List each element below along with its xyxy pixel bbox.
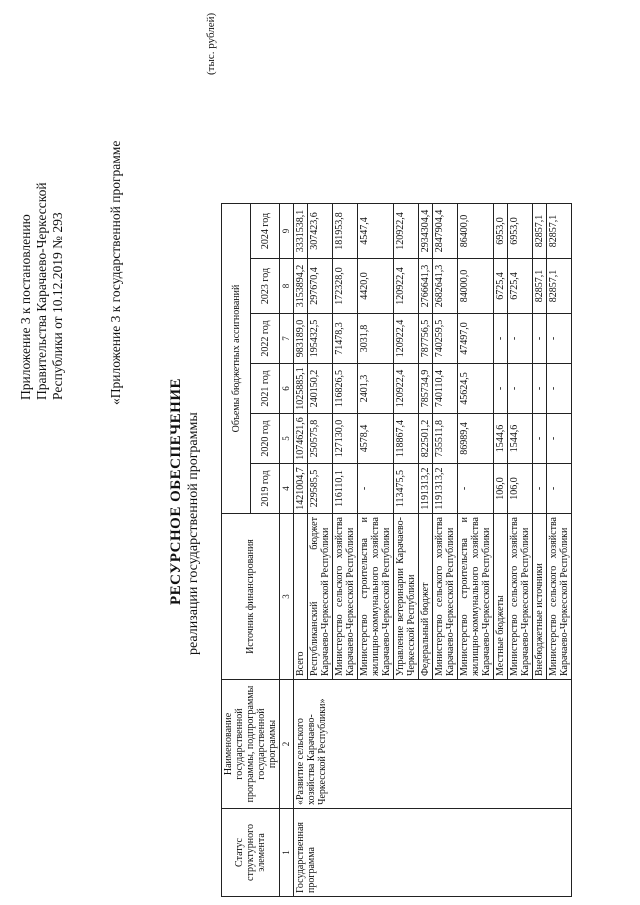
column-number: 6 [280, 364, 294, 414]
value-cell: - [508, 314, 533, 364]
value-cell: 1191313,2 [433, 464, 458, 514]
value-cell: 86400,0 [458, 204, 494, 259]
status-cell: Государственная программа [294, 809, 572, 897]
value-cell: 106,0 [494, 464, 508, 514]
source-cell: Министерство сельского хозяйства Карачаево-Черкесской Республики [433, 514, 458, 680]
value-cell: 297670,4 [308, 259, 333, 314]
value-cell: 120922,4 [394, 259, 419, 314]
year-header: 2023 год [251, 259, 280, 314]
value-cell: 6953,0 [508, 204, 533, 259]
value-cell: - [533, 464, 547, 514]
value-cell: 116110,1 [333, 464, 358, 514]
col-source-header: Источник финансирования [222, 514, 280, 680]
value-cell: 229585,5 [308, 464, 333, 514]
source-cell: Министерство сельского хозяйства Карачаево-Черкесской Республики [547, 514, 572, 680]
value-cell: 120922,4 [394, 364, 419, 414]
value-cell: - [533, 314, 547, 364]
value-cell: 1544,6 [494, 414, 508, 464]
table-row [294, 204, 308, 897]
value-cell: 71478,3 [333, 314, 358, 364]
source-cell: Всего [294, 514, 308, 680]
column-number: 1 [280, 809, 294, 897]
value-cell: 172328,0 [333, 259, 358, 314]
value-cell: 47497,0 [458, 314, 494, 364]
value-cell: 2766641,3 [419, 259, 433, 314]
source-cell: Внебюджетные источники [533, 514, 547, 680]
value-cell: 195432,5 [308, 314, 333, 364]
value-cell: 2682641,3 [433, 259, 458, 314]
column-number: 9 [280, 204, 294, 259]
value-cell: - [494, 314, 508, 364]
value-cell: - [547, 414, 572, 464]
units-label: (тыс. рублей) [205, 12, 217, 75]
value-cell: 1025885,1 [294, 364, 308, 414]
value-cell: 6725,4 [494, 259, 508, 314]
value-cell: 116826,5 [333, 364, 358, 414]
value-cell: 740259,5 [433, 314, 458, 364]
value-cell: 785734,9 [419, 364, 433, 414]
value-cell: 82857,1 [547, 259, 572, 314]
page-subtitle: реализации государственной программы [186, 412, 201, 655]
column-number: 8 [280, 259, 294, 314]
year-header: 2022 год [251, 314, 280, 364]
value-cell: 106,0 [508, 464, 533, 514]
value-cell: 240150,2 [308, 364, 333, 414]
value-cell: 307423,6 [308, 204, 333, 259]
year-header: 2020 год [251, 414, 280, 464]
value-cell: 4578,4 [358, 414, 394, 464]
value-cell: 3031,8 [358, 314, 394, 364]
source-cell: Республиканский бюджет Карачаево-Черкесской Республики [308, 514, 333, 680]
column-number: 2 [280, 680, 294, 809]
value-cell: 6953,0 [494, 204, 508, 259]
value-cell: 82857,1 [533, 259, 547, 314]
value-cell: 82857,1 [533, 204, 547, 259]
value-cell: 113475,5 [394, 464, 419, 514]
value-cell: 2847904,4 [433, 204, 458, 259]
source-cell: Министерство строительства и жилищно-коммунального хозяйства Карачаево-Черкесской Республики [358, 514, 394, 680]
value-cell: 822501,2 [419, 414, 433, 464]
value-cell: 2401,3 [358, 364, 394, 414]
value-cell: 127130,0 [333, 414, 358, 464]
year-header: 2021 год [251, 364, 280, 414]
source-cell: Федеральный бюджет [419, 514, 433, 680]
value-cell: 735511,8 [433, 414, 458, 464]
appendix-reference: «Приложение 3 к государственной программе [108, 140, 123, 405]
col-status-header: Статус структурного элемента [222, 809, 280, 897]
column-number: 4 [280, 464, 294, 514]
value-cell: - [547, 364, 572, 414]
source-cell: Министерство строительства и жилищно-коммунального хозяйства Карачаево-Черкесской Республики [458, 514, 494, 680]
year-header: 2019 год [251, 464, 280, 514]
value-cell: 983189,0 [294, 314, 308, 364]
value-cell: - [508, 364, 533, 414]
source-cell: Управление ветеринарии Карачаево-Черкесской Республики [394, 514, 419, 680]
value-cell: 6725,4 [508, 259, 533, 314]
value-cell: - [494, 364, 508, 414]
decree-line-2: Правительства Карачаево-Черкесской [34, 182, 49, 400]
source-cell: Министерство сельского хозяйства Карачаево-Черкесской Республики [333, 514, 358, 680]
value-cell: 84000,0 [458, 259, 494, 314]
value-cell: 250575,8 [308, 414, 333, 464]
column-number: 7 [280, 314, 294, 364]
value-cell: 82857,1 [547, 204, 572, 259]
value-cell: - [358, 464, 394, 514]
decree-line-1: Приложение 3 к постановлению [18, 214, 33, 400]
value-cell: 740110,4 [433, 364, 458, 414]
value-cell: 4420,0 [358, 259, 394, 314]
value-cell: 86989,4 [458, 414, 494, 464]
value-cell: 118867,4 [394, 414, 419, 464]
value-cell: 3153894,2 [294, 259, 308, 314]
col-volumes-header: Объемы бюджетных ассигнований [222, 204, 251, 514]
value-cell: 2934304,4 [419, 204, 433, 259]
value-cell: - [533, 414, 547, 464]
value-cell: 3331538,1 [294, 204, 308, 259]
year-header: 2024 год [251, 204, 280, 259]
resource-table [221, 203, 572, 897]
column-number: 5 [280, 414, 294, 464]
column-number: 3 [280, 514, 294, 680]
value-cell: 181953,8 [333, 204, 358, 259]
value-cell: 1544,6 [508, 414, 533, 464]
value-cell: 1421004,7 [294, 464, 308, 514]
source-cell: Местные бюджеты [494, 514, 508, 680]
decree-reference [18, 182, 66, 400]
col-name-header: Наименование государственной программы, подпрограммы государственной программы [222, 680, 280, 809]
value-cell: 1074621,6 [294, 414, 308, 464]
value-cell: 1191313,2 [419, 464, 433, 514]
source-cell: Министерство сельского хозяйства Карачаево-Черкесской Республики [508, 514, 533, 680]
decree-line-3: Республики от 10.12.2019 № 293 [50, 212, 65, 400]
value-cell: 45624,5 [458, 364, 494, 414]
value-cell: 120922,4 [394, 314, 419, 364]
value-cell: - [533, 364, 547, 414]
value-cell: 120922,4 [394, 204, 419, 259]
value-cell: 787756,5 [419, 314, 433, 364]
value-cell: - [458, 464, 494, 514]
page-title: РЕСУРСНОЕ ОБЕСПЕЧЕНИЕ [168, 377, 184, 605]
program-name-cell: «Развитие сельского хозяйства Карачаево-Черкесской Республики» [294, 680, 572, 809]
value-cell: - [547, 464, 572, 514]
value-cell: - [547, 314, 572, 364]
value-cell: 4547,4 [358, 204, 394, 259]
